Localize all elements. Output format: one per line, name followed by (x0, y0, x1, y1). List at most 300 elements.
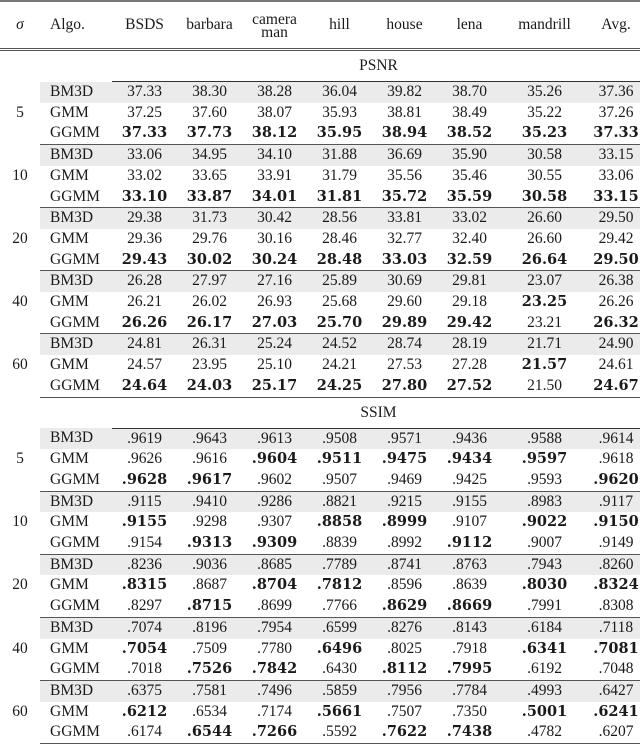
value: .9507 (322, 470, 357, 488)
table-row (0, 187, 640, 208)
value-cell (502, 659, 587, 680)
best-value: .6341 (521, 639, 568, 657)
best-value: 27.52 (446, 376, 493, 394)
value-cell (112, 313, 177, 334)
value: .9436 (452, 429, 487, 447)
value-cell (437, 166, 502, 187)
value-cell (112, 702, 177, 723)
table-row (0, 271, 640, 292)
value: 32.40 (452, 229, 487, 247)
value-cell (372, 123, 437, 144)
table-row (0, 250, 640, 271)
value: 26.26 (598, 293, 634, 311)
value-cell (437, 271, 502, 292)
best-value: 30.24 (251, 250, 298, 268)
value-cell (307, 103, 372, 124)
value-cell (112, 292, 177, 313)
value-cell (437, 554, 502, 575)
table-row (0, 334, 640, 355)
value-cell (307, 166, 372, 187)
best-value: 25.17 (251, 376, 298, 394)
table-row (0, 428, 640, 449)
value-cell (437, 491, 502, 512)
value-cell (437, 376, 502, 397)
value-cell (372, 334, 437, 355)
value: 26.28 (127, 272, 162, 290)
best-value: 33.15 (593, 187, 639, 205)
value-cell (372, 292, 437, 313)
header-cameraman-line1: camera (252, 11, 297, 28)
value-cell (437, 470, 502, 491)
header-barbara: barbara (177, 1, 242, 50)
value-cell (242, 575, 307, 596)
value: 35.22 (527, 103, 562, 121)
value-cell (502, 355, 587, 376)
value: 31.73 (192, 209, 227, 227)
value-cell (242, 250, 307, 271)
table-row (0, 680, 640, 701)
value-cell (307, 470, 372, 491)
metric-label: SSIM (112, 397, 640, 428)
value: 27.97 (192, 272, 227, 290)
value-cell (112, 617, 177, 638)
value: .4993 (527, 681, 562, 699)
best-value: 29.89 (381, 313, 428, 331)
value-cell (177, 659, 242, 680)
sigma-cell: 20 (12, 576, 28, 594)
header-bsds: BSDS (112, 1, 177, 50)
value: 34.10 (257, 146, 292, 164)
value: .8236 (127, 555, 162, 573)
value-cell (177, 533, 242, 554)
value-cell (177, 722, 242, 743)
value-cell (242, 145, 307, 166)
value-cell (242, 229, 307, 250)
value: .6599 (322, 618, 357, 636)
value-cell (307, 702, 372, 723)
algo-cell: GMM (50, 103, 89, 121)
value: 29.60 (387, 293, 422, 311)
best-value: 29.50 (593, 250, 639, 268)
value: .7507 (387, 702, 422, 720)
value: .9602 (257, 470, 292, 488)
value: 34.95 (192, 146, 227, 164)
value-cell (372, 313, 437, 334)
value-cell (587, 145, 640, 166)
value-cell (437, 145, 502, 166)
value: 29.50 (598, 209, 634, 227)
best-value: .9620 (593, 470, 639, 488)
value: .7174 (257, 702, 292, 720)
value: 23.07 (527, 272, 562, 290)
value: 35.93 (322, 103, 357, 121)
algo-cell: BM3D (40, 208, 112, 229)
value-cell (502, 250, 587, 271)
value-cell (307, 292, 372, 313)
table-row (0, 702, 640, 723)
value-cell (502, 554, 587, 575)
value: 27.53 (387, 356, 422, 374)
value-cell (587, 355, 640, 376)
metric-spacer (0, 50, 112, 82)
value-cell (307, 376, 372, 397)
value-cell (242, 722, 307, 743)
value: .7509 (192, 639, 227, 657)
table-row (0, 512, 640, 533)
header-avg: Avg. (587, 1, 640, 50)
value-cell (437, 702, 502, 723)
value: 26.93 (257, 293, 292, 311)
value-cell (502, 470, 587, 491)
value: 24.61 (598, 356, 634, 374)
value: 30.16 (257, 229, 292, 247)
sigma-cell: 40 (12, 639, 28, 657)
value: .8025 (387, 639, 422, 657)
value-cell (502, 680, 587, 701)
value-cell (502, 82, 587, 103)
best-value: .7812 (316, 576, 363, 594)
value: .9425 (452, 470, 487, 488)
value-cell (372, 702, 437, 723)
best-value: .9434 (446, 450, 493, 468)
value: .7581 (192, 681, 227, 699)
algo-cell: BM3D (40, 491, 112, 512)
best-value: .7526 (186, 660, 233, 678)
best-value: .7081 (593, 639, 639, 657)
value: .9410 (192, 492, 227, 510)
best-value: .5661 (316, 702, 363, 720)
value: 24.90 (598, 335, 634, 353)
value: .9298 (192, 513, 227, 531)
value: 38.49 (452, 103, 487, 121)
value-cell (242, 292, 307, 313)
value-cell (112, 470, 177, 491)
value: .9613 (257, 429, 292, 447)
value-cell (502, 313, 587, 334)
best-value: .7054 (121, 639, 168, 657)
value: .9643 (192, 429, 227, 447)
best-value: .9511 (316, 450, 363, 468)
value: .7766 (322, 597, 357, 615)
value: .9307 (257, 513, 292, 531)
value-cell (587, 659, 640, 680)
value: .8763 (452, 555, 487, 573)
value-cell (587, 722, 640, 743)
value-cell (587, 575, 640, 596)
value: .5592 (322, 723, 357, 741)
table-row (0, 491, 640, 512)
value-cell (502, 596, 587, 617)
value-cell (372, 680, 437, 701)
value-cell (242, 208, 307, 229)
best-value: .6241 (593, 702, 639, 720)
value-cell (112, 639, 177, 660)
value-cell (112, 554, 177, 575)
value-cell (112, 250, 177, 271)
algo-cell: BM3D (40, 82, 112, 103)
value: .9626 (127, 450, 162, 468)
value-cell (112, 428, 177, 449)
best-value: 26.32 (593, 313, 639, 331)
value-cell (177, 376, 242, 397)
value-cell (587, 208, 640, 229)
best-value: .7842 (251, 660, 298, 678)
value: .9508 (322, 429, 357, 447)
value: 30.55 (527, 166, 562, 184)
value: .9007 (527, 534, 562, 552)
table-row (0, 639, 640, 660)
value: .9117 (598, 492, 634, 510)
value-cell (112, 187, 177, 208)
best-value: 26.17 (186, 313, 233, 331)
algo-cell: GGMM (40, 376, 112, 397)
value-cell (587, 596, 640, 617)
value-cell (307, 271, 372, 292)
value-cell (307, 512, 372, 533)
value: 28.19 (452, 335, 487, 353)
value: 33.02 (127, 166, 162, 184)
value: 38.07 (257, 103, 292, 121)
best-value: .9150 (593, 513, 639, 531)
value-cell (307, 313, 372, 334)
best-value: 26.64 (521, 250, 568, 268)
value: 38.70 (452, 83, 487, 100)
value: 25.24 (257, 335, 292, 353)
value: .6430 (322, 660, 357, 678)
value-cell (372, 470, 437, 491)
value-cell (587, 166, 640, 187)
value-cell (587, 470, 640, 491)
value: 28.56 (322, 209, 357, 227)
value-cell (372, 533, 437, 554)
value-cell (307, 596, 372, 617)
best-value: 29.43 (121, 250, 168, 268)
best-value: .9309 (251, 534, 298, 552)
algo-cell: GGMM (40, 250, 112, 271)
value: 24.52 (322, 335, 357, 353)
table-row (0, 103, 640, 124)
value: .9115 (127, 492, 162, 510)
value: 26.02 (192, 293, 227, 311)
value-cell (502, 722, 587, 743)
value: .9154 (127, 534, 162, 552)
value-cell (372, 208, 437, 229)
sigma-cell: 60 (12, 702, 28, 720)
value-cell (587, 554, 640, 575)
value-cell (177, 512, 242, 533)
value: .7789 (322, 555, 357, 573)
value-cell (372, 103, 437, 124)
header-mandrill: mandrill (502, 1, 587, 50)
value-cell (437, 575, 502, 596)
value: .8639 (452, 576, 487, 594)
value-cell (177, 82, 242, 103)
value-cell (307, 659, 372, 680)
value-cell (307, 334, 372, 355)
best-value: .9617 (186, 470, 233, 488)
value: 37.25 (127, 103, 162, 121)
value-cell (587, 103, 640, 124)
value-cell (242, 428, 307, 449)
value: .9149 (598, 534, 634, 552)
algo-cell: GMM (50, 356, 89, 374)
value-cell (437, 292, 502, 313)
best-value: 35.59 (446, 187, 493, 205)
value: 25.68 (322, 293, 357, 311)
value-cell (502, 533, 587, 554)
value: 24.57 (127, 356, 162, 374)
value: 37.36 (598, 83, 634, 100)
value: 21.50 (527, 376, 562, 394)
best-value: 24.64 (121, 376, 168, 394)
value: 33.06 (127, 146, 162, 164)
value-cell (307, 145, 372, 166)
value-cell (177, 428, 242, 449)
value: 36.04 (322, 83, 357, 100)
value: 26.31 (192, 335, 227, 353)
value: .8276 (387, 618, 422, 636)
value: 29.81 (452, 272, 487, 290)
value-cell (502, 491, 587, 512)
value-cell (177, 596, 242, 617)
best-value: .8858 (316, 513, 363, 531)
value: 35.26 (527, 83, 562, 100)
value-cell (372, 512, 437, 533)
value: 27.16 (257, 272, 292, 290)
value-cell (307, 229, 372, 250)
value-cell (242, 639, 307, 660)
value-cell (502, 145, 587, 166)
value-cell (502, 229, 587, 250)
value-cell (437, 512, 502, 533)
value: 37.26 (598, 103, 634, 121)
value: .9036 (192, 555, 227, 573)
value-cell (177, 680, 242, 701)
best-value: .9155 (121, 513, 168, 531)
value-cell (372, 355, 437, 376)
table-row (0, 554, 640, 575)
value-cell (307, 617, 372, 638)
table-row (0, 292, 640, 313)
value-cell (177, 250, 242, 271)
table-row (0, 145, 640, 166)
value: .8699 (257, 597, 292, 615)
algo-cell: GMM (50, 166, 89, 184)
value-cell (177, 470, 242, 491)
best-value: 33.87 (186, 187, 233, 205)
best-value: 24.25 (316, 376, 363, 394)
table-row (0, 722, 640, 743)
best-value: 37.33 (121, 124, 168, 142)
value-cell (177, 355, 242, 376)
value-cell (307, 449, 372, 470)
value-cell (372, 449, 437, 470)
algo-cell: BM3D (40, 617, 112, 638)
value-cell (177, 334, 242, 355)
value-cell (587, 376, 640, 397)
value-cell (587, 512, 640, 533)
best-value: 30.02 (186, 250, 233, 268)
algo-cell: GGMM (40, 313, 112, 334)
best-value: 37.33 (593, 124, 639, 142)
best-value: 38.12 (251, 124, 298, 142)
best-value: 35.72 (381, 187, 428, 205)
value: 21.71 (527, 335, 562, 353)
value-cell (112, 166, 177, 187)
value-cell (587, 617, 640, 638)
best-value: .9628 (121, 470, 168, 488)
table-row (0, 449, 640, 470)
value: .8596 (387, 576, 422, 594)
table-row (0, 470, 640, 491)
best-value: .6212 (121, 702, 168, 720)
best-value: 38.94 (381, 124, 428, 142)
value-cell (177, 103, 242, 124)
value-cell (112, 722, 177, 743)
value: 26.60 (527, 229, 562, 247)
value: .9618 (598, 450, 634, 468)
value: 29.18 (452, 293, 487, 311)
value: 30.42 (257, 209, 292, 227)
value-cell (502, 617, 587, 638)
value-cell (242, 123, 307, 144)
best-value: .9597 (521, 450, 568, 468)
value: .7496 (257, 681, 292, 699)
value: .7784 (452, 681, 487, 699)
algo-cell: GMM (50, 229, 89, 247)
value-cell (372, 491, 437, 512)
best-value: .8315 (121, 576, 168, 594)
table-row (0, 533, 640, 554)
algo-cell: GGMM (40, 533, 112, 554)
value-cell (502, 292, 587, 313)
value-cell (307, 208, 372, 229)
value: .9593 (527, 470, 562, 488)
best-value: .9604 (251, 450, 298, 468)
value-cell (372, 187, 437, 208)
value-cell (177, 166, 242, 187)
value: .8143 (452, 618, 487, 636)
best-value: .8030 (521, 576, 568, 594)
algo-cell: GGMM (40, 470, 112, 491)
value: 33.91 (257, 166, 292, 184)
value: 32.77 (387, 229, 422, 247)
value: .8741 (387, 555, 422, 573)
value: 35.90 (452, 146, 487, 164)
value: .7118 (598, 618, 634, 636)
best-value: .8324 (593, 576, 639, 594)
value-cell (307, 250, 372, 271)
value: .9286 (257, 492, 292, 510)
value: .8839 (322, 534, 357, 552)
metric-row-ssim (0, 397, 640, 428)
value: .6192 (527, 660, 562, 678)
value-cell (502, 166, 587, 187)
value-cell (372, 428, 437, 449)
algo-cell: BM3D (40, 554, 112, 575)
value-cell (242, 376, 307, 397)
value-cell (112, 659, 177, 680)
value-cell (587, 702, 640, 723)
value: 24.81 (127, 335, 162, 353)
algo-cell: BM3D (40, 428, 112, 449)
value-cell (307, 554, 372, 575)
best-value: 33.03 (381, 250, 428, 268)
best-value: 32.59 (446, 250, 493, 268)
value-cell (372, 229, 437, 250)
value-cell (437, 449, 502, 470)
header-hill: hill (307, 1, 372, 50)
